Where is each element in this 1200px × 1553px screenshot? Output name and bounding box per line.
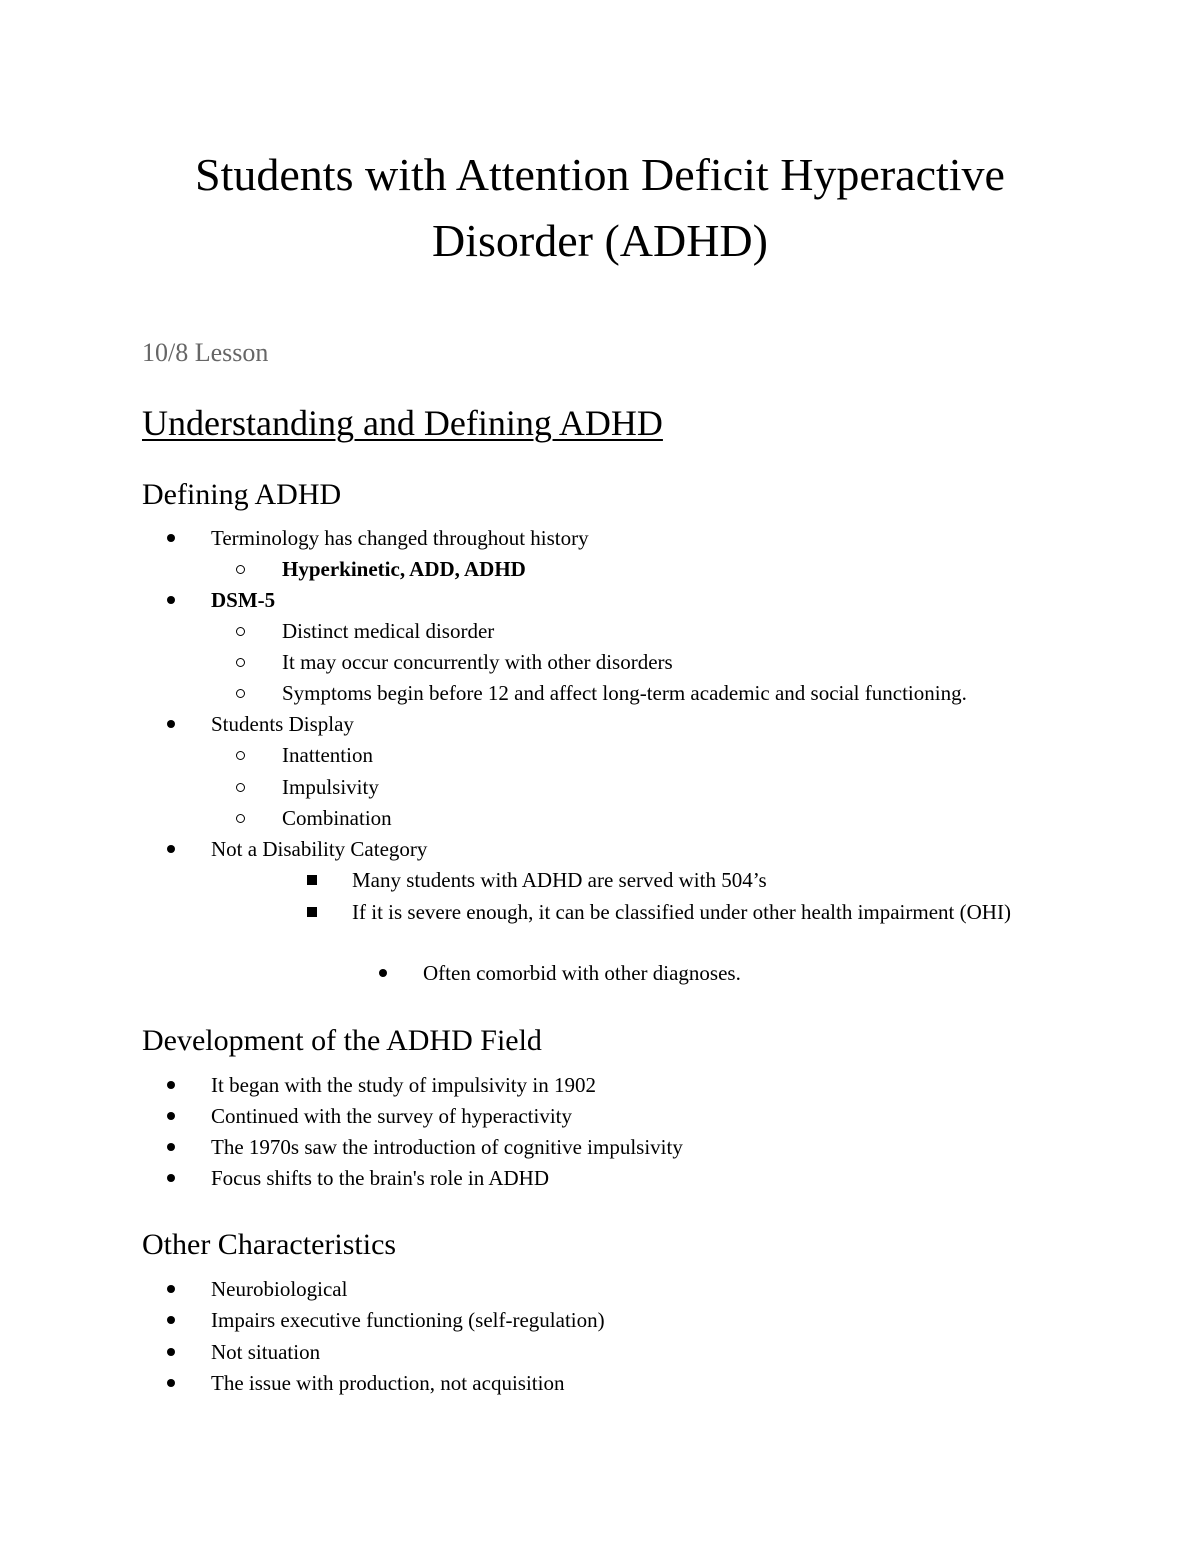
list-item [282, 804, 392, 832]
bullet-square-icon [307, 875, 317, 885]
list-item-text: The issue with production, not acquisition [211, 1371, 565, 1395]
title-line-1: Students with Attention Deficit Hyperactive [195, 149, 1005, 200]
list-item [211, 1338, 320, 1366]
title-line-2: Disorder (ADHD) [432, 215, 768, 266]
list-item-text: Often comorbid with other diagnoses. [423, 961, 741, 985]
bullet-ring-icon [236, 751, 245, 760]
section-heading-other: Other Characteristics [142, 1228, 397, 1261]
list-item-text: Neurobiological [211, 1277, 348, 1301]
list-item [211, 1275, 347, 1303]
list-item-text: Impulsivity [282, 775, 379, 799]
list-item-text: Impairs executive functioning (self-regulation) [211, 1308, 605, 1332]
bullet-ring-icon [236, 565, 245, 574]
bullet-ring-icon [236, 658, 245, 667]
list-item-text: If it is severe enough, it can be classified under other health impairment (OHI) [352, 900, 1011, 924]
list-item-text: The 1970s saw the introduction of cognitive impulsivity [211, 1135, 683, 1159]
bullet-dot-icon [167, 1174, 175, 1182]
list-item-text: Continued with the survey of hyperactivity [211, 1104, 573, 1128]
section-heading-development: Development of the ADHD Field [142, 1024, 542, 1057]
list-item [282, 648, 673, 676]
list-item-text: It began with the study of impulsivity in 1902 [211, 1073, 596, 1097]
bullet-dot-icon [167, 596, 175, 604]
bullet-dot-icon [167, 1143, 175, 1151]
date-line: 10/8 Lesson [142, 338, 269, 367]
list-item [211, 835, 427, 863]
list-item [211, 1071, 596, 1099]
list-item-text: Combination [282, 806, 392, 830]
list-item [282, 773, 379, 801]
bullet-dot-icon [167, 845, 175, 853]
list-item [282, 617, 494, 645]
bullet-ring-icon [236, 689, 245, 698]
list-item [352, 897, 1042, 928]
bullet-dot-icon [167, 1081, 175, 1089]
bullet-dot-icon [379, 969, 387, 977]
bullet-dot-icon [167, 1379, 175, 1387]
list-item [211, 524, 589, 552]
list-item [211, 1133, 683, 1161]
list-item-text: Not a Disability Category [211, 837, 428, 861]
main-heading: Understanding and Defining ADHD [142, 403, 663, 443]
list-item [282, 741, 373, 769]
bullet-dot-icon [167, 1316, 175, 1324]
list-item [211, 710, 354, 738]
list-item-text: Focus shifts to the brain's role in ADHD [211, 1166, 550, 1190]
list-item-text: It may occur concurrently with other disorders [282, 650, 673, 674]
bullet-ring-icon [236, 627, 245, 636]
list-item [211, 1102, 572, 1130]
list-item-text: Not situation [211, 1340, 321, 1364]
bullet-square-icon [307, 907, 317, 917]
bullet-dot-icon [167, 1348, 175, 1356]
list-item-text: Inattention [282, 743, 373, 767]
list-item-text: DSM-5 [211, 588, 276, 612]
bullet-dot-icon [167, 534, 175, 542]
bullet-dot-icon [167, 720, 175, 728]
list-item [211, 1369, 564, 1397]
list-item-text: Students Display [211, 712, 354, 736]
bullet-dot-icon [167, 1285, 175, 1293]
bullet-ring-icon [236, 814, 245, 823]
list-item [211, 586, 275, 614]
list-item-text: Distinct medical disorder [282, 619, 495, 643]
section-heading-defining: Defining ADHD [142, 478, 342, 511]
document-title [100, 142, 1100, 274]
list-item [352, 866, 767, 894]
list-item-text: Symptoms begin before 12 and affect long-term academic and social functioning. [282, 681, 967, 705]
list-item [211, 1164, 549, 1192]
list-item [423, 959, 741, 987]
list-item-text: Many students with ADHD are served with 504’s [352, 868, 767, 892]
bullet-dot-icon [167, 1112, 175, 1120]
list-item-text: Terminology has changed throughout history [211, 526, 589, 550]
bullet-ring-icon [236, 783, 245, 792]
list-item [282, 555, 526, 583]
list-item [282, 679, 967, 707]
list-item [211, 1306, 605, 1334]
list-item-text: Hyperkinetic, ADD, ADHD [282, 557, 526, 581]
